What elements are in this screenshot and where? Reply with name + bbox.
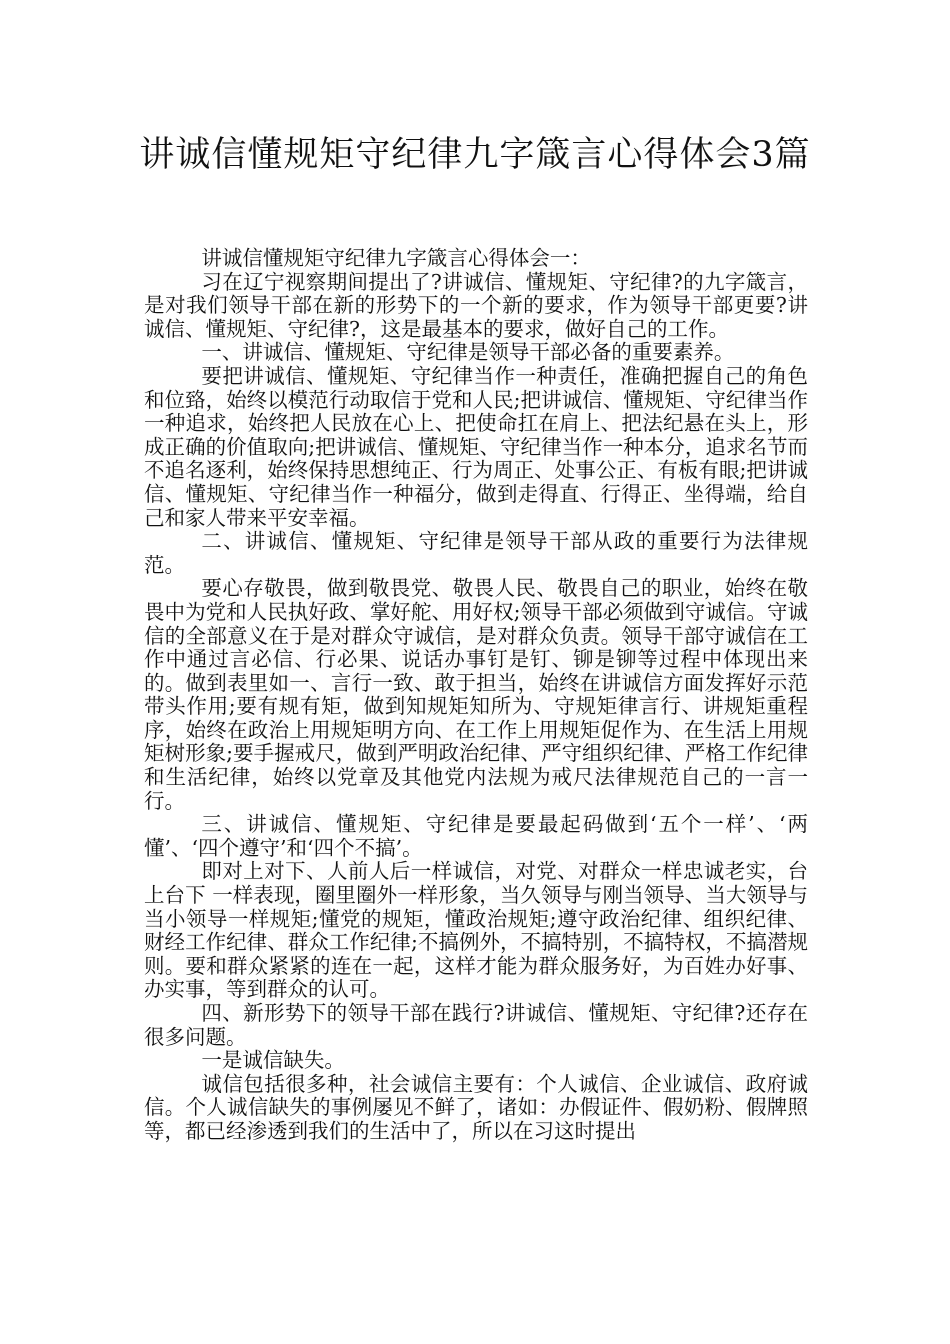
section-heading-4: 四、新形势下的领导干部在践行?讲诚信、懂规矩、守纪律?还存在很多问题。 [144,1001,808,1049]
paragraph-intro-heading: 讲诚信懂规矩守纪律九字箴言心得体会一： [201,246,591,270]
subsection-heading-1: 一是诚信缺失。 [201,1048,345,1073]
paragraph-section-1: 要把讲诚信、懂规矩、守纪律当作一种责任，准确把握自己的角色和位臵，始终以模范行动取信于党和人民;把讲诚信、懂规矩、守纪律当作一种追求，始终把人民放在心上、把使命扛在肩上、把法纪悬在头上，形成正确的价值取向;把讲诚信、懂规矩、守纪律当作一种本分，追求名节而不追名逐利，始终保持思想纯正、行为周正、处事公正、有板有眼;把讲诚信、懂规矩、守纪律当作一种福分，做到走得直、行得正、坐得端，给自己和家人带来平安幸福。 [144,363,808,530]
section-heading-1: 一、讲诚信、懂规矩、守纪律是领导干部必备的重要素养。 [201,340,735,365]
section-heading-3: 三、讲诚信、懂规矩、守纪律是要最起码做到‘五个一样’、‘两懂’、‘四个遵守’和‘四个不搞’。 [144,812,808,860]
paragraph-section-3: 即对上对下、人前人后一样诚信，对党、对群众一样忠诚老实，台上台下 一样表现，圈里圈外一样形象，当久领导与刚当领导、当大领导与当小领导一样规矩;懂党的规矩，懂政治规矩;遵守政治纪律、组织纪律、财经工作纪律、群众工作纪律;不搞例外，不搞特别，不搞特权，不搞潜规则。要和群众紧紧的连在一起，这样才能为群众服务好，为百姓办好事、办实事，等到群众的认可。 [144,859,808,1002]
section-heading-2: 二、讲诚信、懂规矩、守纪律是领导干部从政的重要行为法律规范。 [144,529,808,577]
document-title: 讲诚信懂规矩守纪律九字箴言心得体会3篇 [139,135,811,175]
paragraph-intro: 习在辽宁视察期间提出了?讲诚信、懂规矩、守纪律?的九字箴言，是对我们领导干部在新的形势下的一个新的要求，作为领导干部更要?讲诚信、懂规矩、守纪律?，这是最基本的要求，做好自己的工作。 [144,269,808,341]
document-body [144,247,808,1144]
paragraph-section-2: 要心存敬畏，做到敬畏党、敬畏人民、敬畏自己的职业，始终在敬畏中为党和人民执好政、掌好舵、用好权;领导干部必须做到守诚信。守诚信的全部意义在于是对群众守诚信，是对群众负责。领导干部守诚信在工作中通过言必信、行必果、说话办事钉是钉、铆是铆等过程中体现出来的。做到表里如一、言行一致、敢于担当，始终在讲诚信方面发挥好示范带头作用;要有规有矩，做到知规矩知所为、守规矩律言行、讲规矩重程序，始终在政治上用规矩明方向、在工作上用规矩促作为、在生活上用规矩树形象;要手握戒尺，做到严明政治纪律、严守组织纪律、严格工作纪律和生活纪律，始终以党章及其他党内法规为戒尺法律规范自己的一言一行。 [144,576,808,813]
paragraph-subsection-1: 诚信包括很多种，社会诚信主要有：个人诚信、企业诚信、政府诚信。个人诚信缺失的事例屡见不鲜了，诸如：办假证件、假奶粉、假牌照等，都已经渗透到我们的生活中了，所以在习这时提出 [144,1071,808,1143]
